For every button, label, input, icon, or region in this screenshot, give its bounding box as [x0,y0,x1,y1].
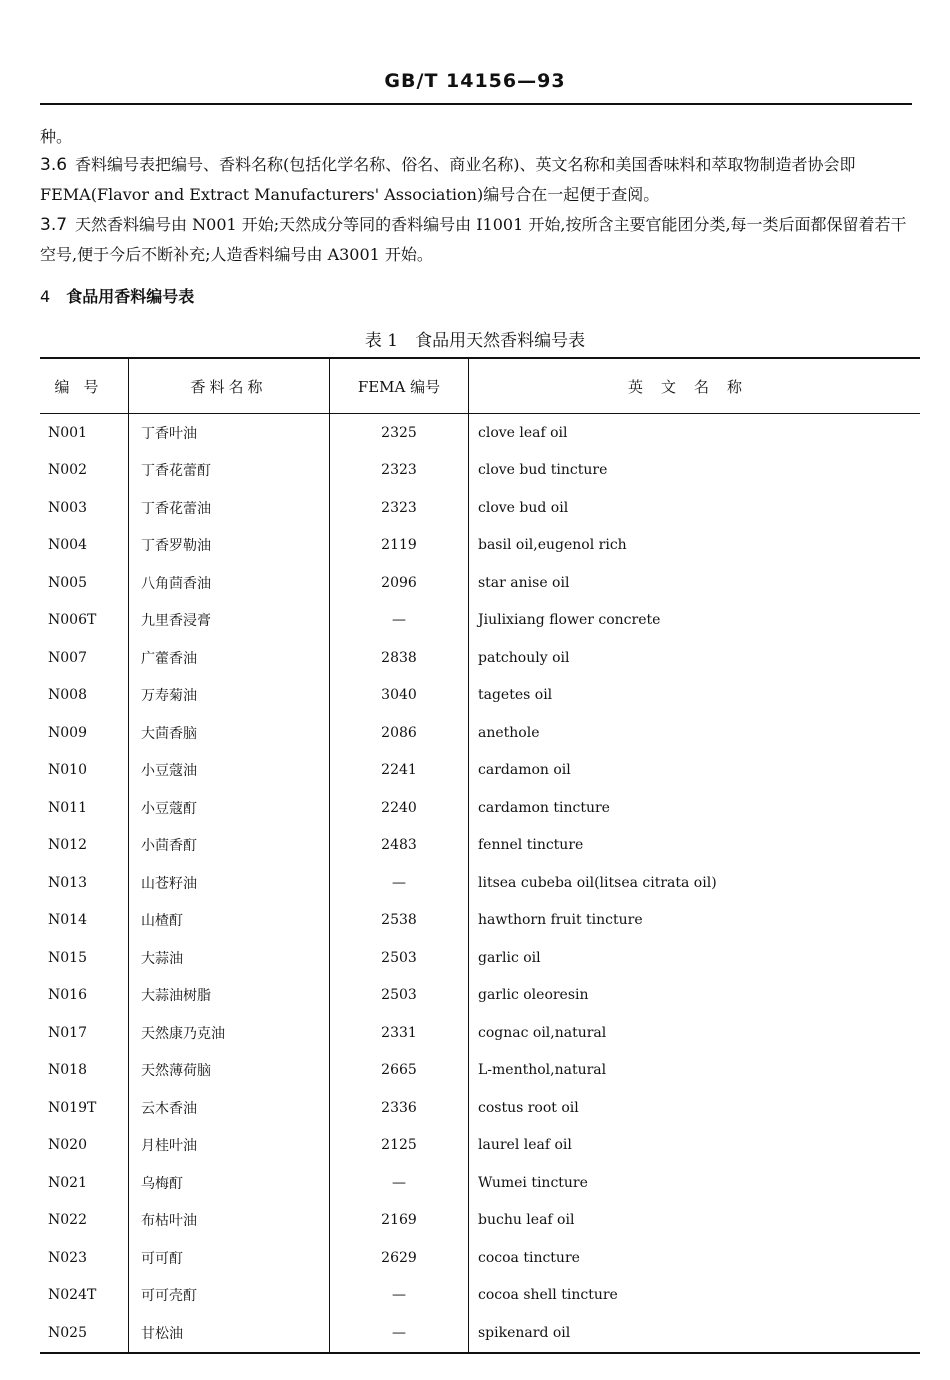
cell-code: N020 [48,1137,87,1154]
cell-chinese-name: 广藿香油 [129,639,330,677]
cell-chinese-name: 云木香油 [129,1089,330,1127]
cell-english-name: cocoa shell tincture [469,1277,921,1315]
table-row [40,1239,920,1277]
cell-fema-number: 2323 [330,452,469,490]
table-row [40,602,920,640]
table-row [40,1202,920,1240]
cell-english-name: buchu leaf oil [469,1202,921,1240]
cell-fema-number: 2336 [330,1089,469,1127]
table-row [40,639,920,677]
cell-code: N014 [48,912,87,929]
cell-code: N015 [48,949,87,966]
cell-fema-number: 2665 [330,1052,469,1090]
cell-fema-number: 2838 [330,639,469,677]
cell-chinese-name: 可可壳酊 [129,1277,330,1315]
cell-fema-number: 2119 [330,527,469,565]
cell-chinese-name: 丁香罗勒油 [129,527,330,565]
cell-fema-number: 2323 [330,489,469,527]
section-title: 食品用香料编号表 [66,287,195,306]
cell-chinese-name: 大蒜油树脂 [129,977,330,1015]
cell-chinese-name: 小豆蔻酊 [129,789,330,827]
table-row [40,789,920,827]
cell-chinese-name: 小豆蔻油 [129,752,330,790]
table-row [40,1127,920,1165]
cell-english-name: Jiulixiang flower concrete [469,602,921,640]
table-body [40,414,920,1353]
page-header: GB/T 14156—93 [384,70,566,92]
cell-english-name: litsea cubeba oil(litsea citrata oil) [469,864,921,902]
cell-english-name: L-menthol,natural [469,1052,921,1090]
clause-text: 天然香料编号由 N001 开始;天然成分等同的香料编号由 I1001 开始,按所含主要官能团分类,每一类后面都保留着若干空号,便于今后不断补充;人造香料编号由 A3001 开始。 [40,215,907,264]
cell-fema-number: 2325 [330,414,469,452]
cell-fema-number: — [330,602,469,640]
table-row [40,752,920,790]
cell-chinese-name: 可可酊 [129,1239,330,1277]
cell-english-name: cardamon oil [469,752,921,790]
cell-chinese-name: 丁香花蕾油 [129,489,330,527]
cell-fema-number: 2331 [330,1014,469,1052]
cell-english-name: spikenard oil [469,1314,921,1353]
table-row [40,452,920,490]
header-fema: FEMA 编号 [330,358,469,414]
table-row [40,677,920,715]
table-row [40,414,920,452]
cell-code: N016 [48,987,87,1004]
cell-code: N023 [48,1249,87,1266]
cell-code: N010 [48,762,87,779]
cell-chinese-name: 甘松油 [129,1314,330,1353]
cell-code: N004 [48,537,87,554]
table-row [40,1089,920,1127]
cell-code: N025 [40,1314,129,1353]
cell-code: N009 [48,724,87,741]
cell-chinese-name: 大茴香脑 [129,714,330,752]
cell-english-name: basil oil,eugenol rich [469,527,921,565]
cell-fema-number: — [330,1277,469,1315]
cell-english-name: laurel leaf oil [469,1127,921,1165]
cell-fema-number: 2241 [330,752,469,790]
cell-code: N012 [48,837,87,854]
cell-chinese-name: 丁香叶油 [129,414,330,452]
table-header-row [40,358,920,414]
cell-fema-number: 2503 [330,977,469,1015]
section-number: 4 [40,287,51,306]
cell-fema-number: 2125 [330,1127,469,1165]
cell-english-name: clove bud oil [469,489,921,527]
header-english: 英文名称 [469,358,921,414]
paragraph-3-6 [40,150,912,210]
table-row [40,1052,920,1090]
cell-fema-number: 2086 [330,714,469,752]
cell-fema-number: — [330,864,469,902]
table-row [40,564,920,602]
cell-code: N019T [48,1099,97,1116]
table-row [40,489,920,527]
cell-chinese-name: 丁香花蕾酊 [129,452,330,490]
cell-fema-number: 3040 [330,677,469,715]
cell-english-name: patchouly oil [469,639,921,677]
cell-fema-number: 2240 [330,789,469,827]
table-row [40,1277,920,1315]
cell-code: N013 [48,874,87,891]
table-row [40,939,920,977]
table-row [40,1314,920,1353]
cell-fema-number: 2629 [330,1239,469,1277]
cell-english-name: clove bud tincture [469,452,921,490]
cell-chinese-name: 天然薄荷脑 [129,1052,330,1090]
cell-chinese-name: 月桂叶油 [129,1127,330,1165]
cell-fema-number: — [330,1164,469,1202]
paragraph-3-7 [40,210,912,270]
cell-english-name: cardamon tincture [469,789,921,827]
cell-english-name: tagetes oil [469,677,921,715]
cell-code: N005 [48,574,87,591]
cell-english-name: garlic oleoresin [469,977,921,1015]
table-row [40,1014,920,1052]
cell-fema-number: 2503 [330,939,469,977]
cell-chinese-name: 乌梅酊 [129,1164,330,1202]
flavor-code-table [40,357,920,1354]
cell-chinese-name: 大蒜油 [129,939,330,977]
cell-english-name: clove leaf oil [469,414,921,452]
clause-text: 香料编号表把编号、香料名称(包括化学名称、俗名、商业名称)、英文名称和美国香味料和萃取物制造者协会即 FEMA(Flavor and Extract Manufacturers' Association)编号合在一起便于查阅。 [40,155,856,204]
cell-fema-number: 2169 [330,1202,469,1240]
table-row [40,527,920,565]
cell-chinese-name: 八角茴香油 [129,564,330,602]
cell-english-name: cognac oil,natural [469,1014,921,1052]
cell-english-name: fennel tincture [469,827,921,865]
cell-english-name: garlic oil [469,939,921,977]
cell-code: N001 [48,424,87,441]
table-row [40,1164,920,1202]
cell-code: N002 [48,462,87,479]
cell-code: N024T [48,1287,97,1304]
cell-code: N011 [48,799,87,816]
section-heading [40,284,194,307]
cell-code: N018 [48,1062,87,1079]
cell-english-name: star anise oil [469,564,921,602]
table-row [40,827,920,865]
cell-english-name: hawthorn fruit tincture [469,902,921,940]
cell-code: N003 [48,499,87,516]
cell-code: N022 [48,1212,87,1229]
cell-english-name: costus root oil [469,1089,921,1127]
header-code: 编号 [40,358,129,414]
cell-fema-number: 2538 [330,902,469,940]
cell-english-name: Wumei tincture [469,1164,921,1202]
table-row [40,864,920,902]
table-caption: 表 1 食品用天然香料编号表 [364,331,586,351]
cell-code: N007 [48,649,87,666]
cell-chinese-name: 天然康乃克油 [129,1014,330,1052]
cell-english-name: cocoa tincture [469,1239,921,1277]
header-rule [40,103,912,105]
cell-code: N008 [48,687,87,704]
cell-chinese-name: 山苍籽油 [129,864,330,902]
cell-chinese-name: 布枯叶油 [129,1202,330,1240]
table-row [40,902,920,940]
clause-number: 3.6 [40,155,68,175]
cell-chinese-name: 小茴香酊 [129,827,330,865]
paragraph-continuation: 种。 [40,127,73,146]
clause-number: 3.7 [40,215,68,235]
cell-code: N017 [48,1024,87,1041]
cell-chinese-name: 万寿菊油 [129,677,330,715]
cell-fema-number: 2096 [330,564,469,602]
cell-code: N006T [48,612,97,629]
cell-chinese-name: 山楂酊 [129,902,330,940]
cell-fema-number: 2483 [330,827,469,865]
cell-fema-number: — [330,1314,469,1353]
cell-code: N021 [48,1174,87,1191]
header-name: 香料名称 [129,358,330,414]
table-row [40,977,920,1015]
cell-english-name: anethole [469,714,921,752]
table-row [40,714,920,752]
cell-chinese-name: 九里香浸膏 [129,602,330,640]
